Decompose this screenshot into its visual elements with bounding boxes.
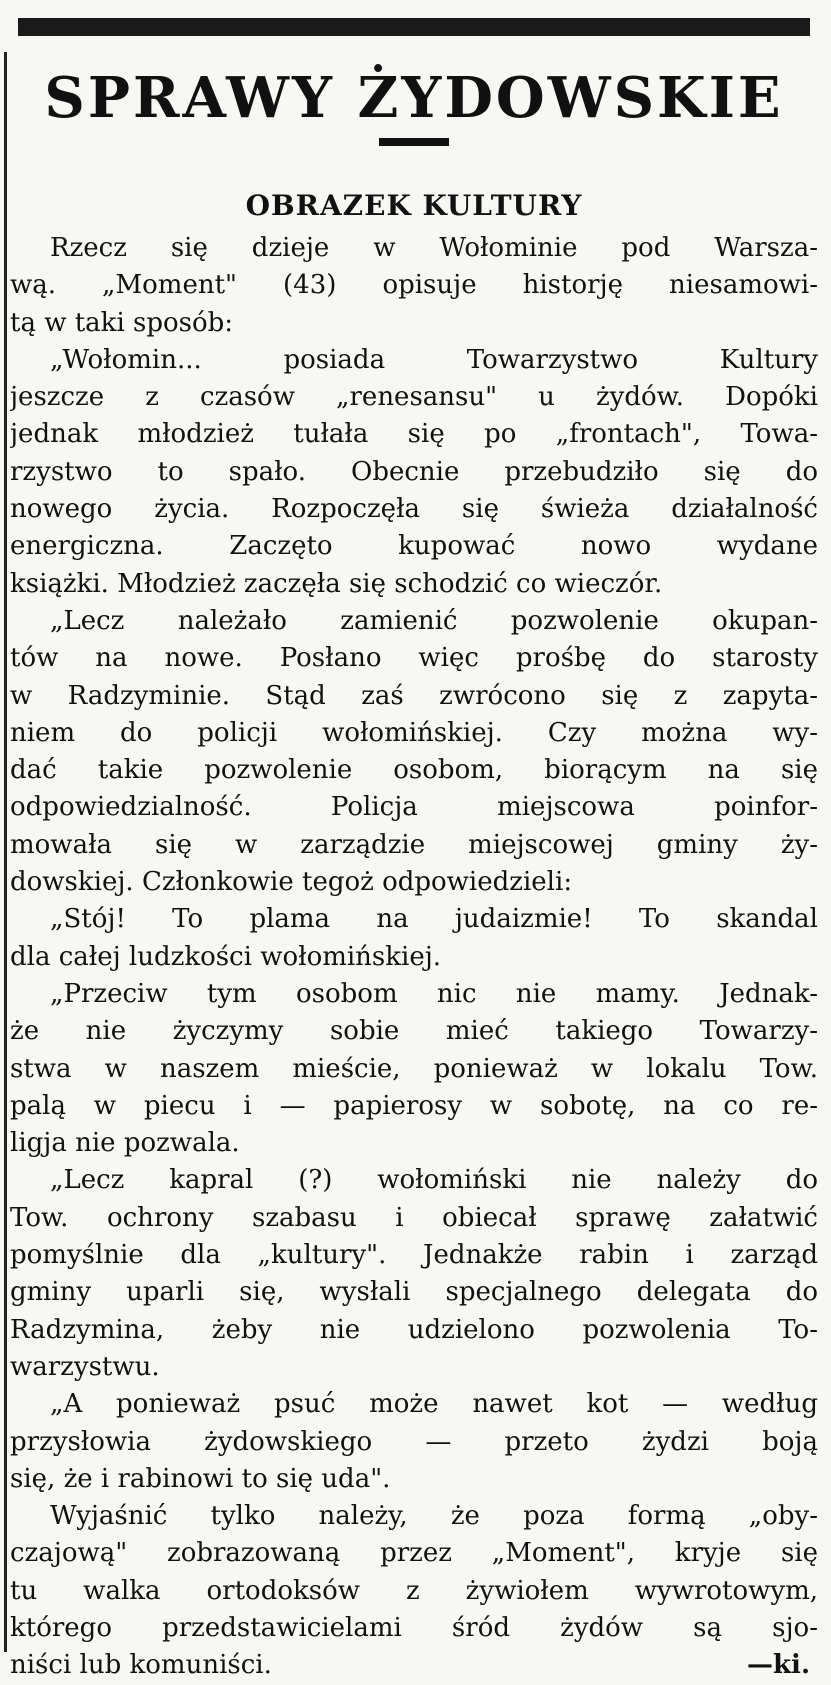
- article-line: nowego życia. Rozpoczęła się świeża działalność: [10, 494, 818, 525]
- article-line: się, że i rabinowi to się uda".: [10, 1463, 391, 1494]
- article-line: odpowiedzialność. Policja miejscowa poinfor-: [10, 792, 818, 823]
- article-line: stwa w naszem mieście, ponieważ w lokalu Tow.: [10, 1053, 818, 1084]
- article-closing-line: [10, 1647, 818, 1684]
- article-line: przysłowia żydowskiego — przeto żydzi boją: [10, 1426, 818, 1457]
- article-line: że nie życzymy sobie mieć takiego Towarzy-: [10, 1016, 818, 1047]
- article-line: mowała się w zarządzie miejscowej gminy ży-: [10, 829, 818, 860]
- article-body: [10, 230, 818, 1647]
- article-line: dowskiej. Członkowie tegoż odpowiedzieli:: [10, 867, 573, 898]
- article-line: tu walka ortodoksów z żywiołem wywrotowym,: [10, 1575, 818, 1606]
- article-line: rzystwo to spało. Obecnie przebudziło się do: [10, 456, 818, 487]
- top-rule: [18, 18, 810, 36]
- article-line: pomyślnie dla „kultury". Jednakże rabin i zarząd: [10, 1240, 818, 1271]
- article-line: Tow. ochrony szabasu i obiecał sprawę załatwić: [10, 1202, 818, 1233]
- article-line: warzystwu.: [10, 1351, 160, 1382]
- article-line: jeszcze z czasów „renesansu" u żydów. Dopóki: [10, 382, 818, 413]
- article-final-line: niści lub komuniści.: [10, 1650, 272, 1681]
- article-line: „Wołomin... posiada Towarzystwo Kultury: [50, 344, 818, 375]
- article-line: jednak młodzież tułała się po „frontach", Towa-: [10, 419, 818, 450]
- article-line: tów na nowe. Posłano więc prośbę do starosty: [10, 643, 818, 674]
- title-divider: [379, 138, 449, 146]
- newspaper-column: [10, 54, 818, 1685]
- article-line: ligja nie pozwala.: [10, 1128, 240, 1159]
- article-line: palą w piecu i — papierosy w sobotę, na co re-: [10, 1090, 818, 1121]
- article-line: niem do policji wołomińskiej. Czy można wy-: [10, 717, 818, 748]
- article-line: „A ponieważ psuć może nawet kot — według: [50, 1389, 818, 1420]
- article-line: Wyjaśnić tylko należy, że poza formą „oby-: [50, 1501, 818, 1532]
- article-line: czajową" zobrazowaną przez „Moment", kryje się: [10, 1538, 818, 1569]
- article-line: „Lecz kapral (?) wołomiński nie należy do: [50, 1165, 818, 1196]
- article-line: gminy uparli się, wysłali specjalnego delegata do: [10, 1277, 818, 1308]
- article-line: dla całej ludzkości wołomińskiej.: [10, 941, 442, 972]
- article-line: „Lecz należało zamienić pozwolenie okupan-: [50, 605, 818, 636]
- article-line: energiczna. Zaczęto kupować nowo wydane: [10, 531, 818, 562]
- author-signature: —ki.: [747, 1650, 810, 1681]
- article-line: wą. „Moment" (43) opisuje historję niesamowi-: [10, 270, 818, 301]
- article-line: dać takie pozwolenie osobom, biorącym na się: [10, 755, 818, 786]
- article-line: książki. Młodzież zaczęła się schodzić co wieczór.: [10, 568, 663, 599]
- section-title: SPRAWY ŻYDOWSKIE: [44, 65, 784, 131]
- article-headline: OBRAZEK KULTURY: [245, 189, 583, 222]
- article-line: w Radzyminie. Stąd zaś zwrócono się z zapyta-: [10, 680, 818, 711]
- article-line: Rzecz się dzieje w Wołominie pod Warsza-: [50, 233, 818, 263]
- article-line: „Przeciw tym osobom nic nie mamy. Jednak-: [50, 978, 818, 1009]
- article-line: tą w taki sposób:: [10, 307, 234, 338]
- left-column-rule: [4, 52, 7, 1652]
- article-line: „Stój! To plama na judaizmie! To skandal: [50, 904, 818, 935]
- article-line: Radzymina, żeby nie udzielono pozwolenia To-: [10, 1314, 818, 1345]
- article-line: którego przedstawicielami śród żydów są sjo-: [10, 1612, 818, 1643]
